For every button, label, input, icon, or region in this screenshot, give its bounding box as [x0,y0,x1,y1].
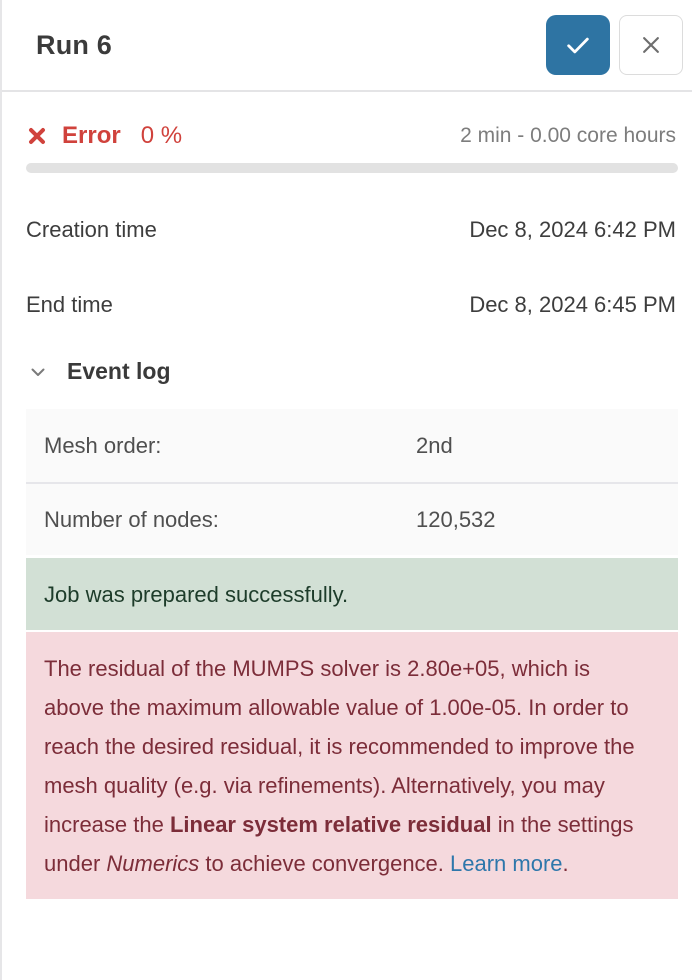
runtime-label: 2 min - 0.00 core hours [460,124,676,147]
error-message [26,632,678,899]
creation-time-label: Creation time [26,217,157,242]
chevron-down-icon [26,360,50,384]
error-message-text: to achieve convergence. [199,851,451,876]
error-message-text: Linear system relative residual [169,812,492,837]
error-message-text: in the settings under [44,812,634,876]
error-message-text: The residual of the MUMPS solver is 2.80e+05, which is above the maximum allowable value of 1.00e-05. In order to reach the desired residual, it is recommended to improve the mesh quality (e.g. via refinements). Alternatively, you may increase the [44,656,635,837]
header-actions [546,15,683,75]
mesh-order-value: 2nd [416,432,453,458]
meta-section [2,217,692,318]
creation-time-row [26,217,676,243]
confirm-button[interactable] [546,15,610,75]
close-button[interactable] [619,15,683,75]
close-icon [636,30,666,60]
end-time-row [26,292,676,318]
creation-time-value: Dec 8, 2024 6:42 PM [469,217,676,242]
learn-more-link[interactable]: Learn more [450,851,563,876]
status-section [2,92,692,173]
mesh-order-label: Mesh order: [44,432,162,458]
number-of-nodes-value: 120,532 [416,506,496,532]
status-label: Error [62,122,121,149]
error-x-icon [26,125,48,147]
page-title: Run 6 [36,29,113,60]
status-left [26,122,182,150]
error-message-text: Numerics [106,851,200,876]
status-row [26,122,676,150]
panel-header [2,0,692,92]
end-time-value: Dec 8, 2024 6:45 PM [469,292,676,317]
event-log-toggle[interactable] [26,358,676,385]
progress-percent: 0 % [140,122,183,149]
table-row [26,482,678,555]
check-icon [562,29,594,61]
success-message: Job was prepared successfully. [26,558,678,630]
progress-bar [26,163,678,173]
error-message-text: . [562,851,569,876]
event-log-table [26,409,678,555]
event-log-title: Event log [67,358,171,384]
number-of-nodes-label: Number of nodes: [44,506,219,532]
table-row [26,409,678,482]
end-time-label: End time [26,292,113,317]
